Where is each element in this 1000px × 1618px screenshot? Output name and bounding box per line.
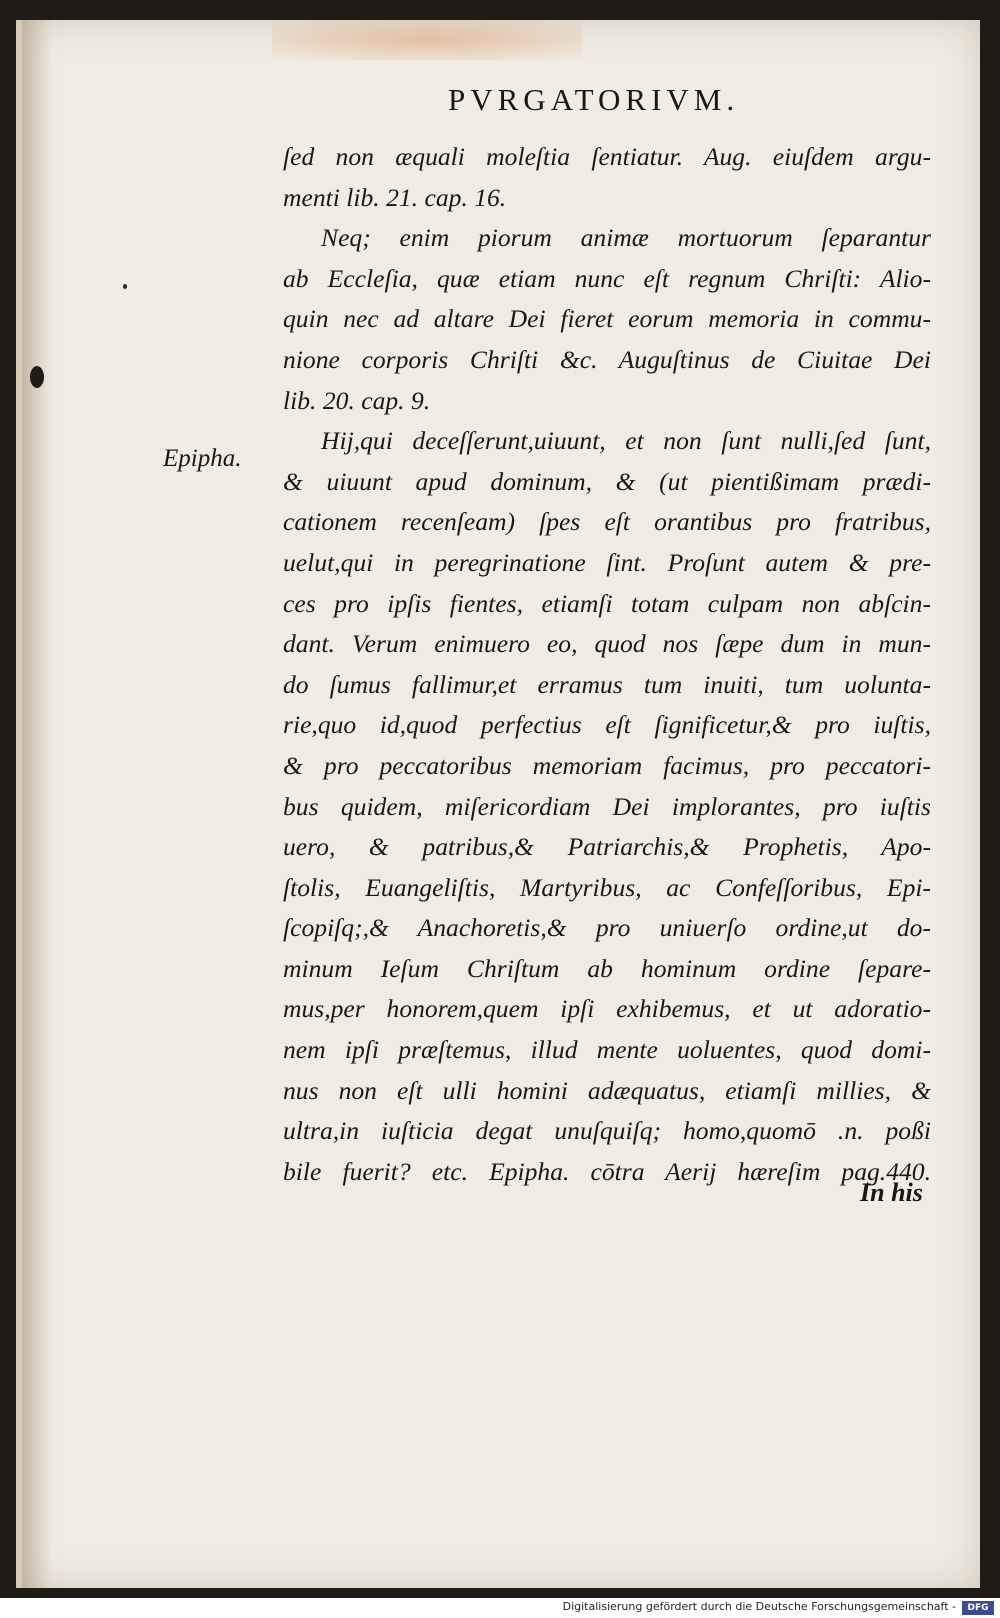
text-line: ſtolis, Euangeliſtis, Martyribus, ac Confeſſoribus, Epi- [283, 872, 931, 902]
funding-credit: Digitalisierung gefördert durch die Deutsche Forschungsgemeinschaft - [562, 1600, 956, 1613]
catchword: In his [860, 1178, 923, 1207]
text-line: nem ipſi præſtemus, illud mente uoluentes, quod domi- [283, 1035, 931, 1065]
text-line: & uiuunt apud dominum, & (ut pientißimam prædi- [283, 466, 931, 496]
text-line: ultra,in iuſticia degat unuſquiſq; homo,quomō .n. poßi [283, 1116, 931, 1146]
text-line: quin nec ad altare Dei fieret eorum memoria in commu- [283, 304, 931, 334]
ink-blot [30, 366, 44, 388]
text-line: rie,quo id,quod perfectius eſt ſignificetur,& pro iuſtis, [283, 710, 931, 740]
margin-note: Epipha. [163, 445, 242, 472]
text-line: & pro peccatoribus memoriam facimus, pro peccatori- [283, 750, 931, 780]
text-line: lib. 20. cap. 9. [283, 385, 431, 415]
text-line: Hij,qui deceſſerunt,uiuunt, et non ſunt nulli,ſed ſunt, [321, 426, 931, 456]
paper-stain [272, 20, 582, 60]
text-line: ſcopiſq;,& Anachoretis,& pro uniuerſo ordine,ut do- [283, 913, 931, 943]
text-line: bile fuerit? etc. Epipha. cōtra Aerij hæreſim pag.440. [283, 1156, 931, 1186]
text-line: dant. Verum enimuero eo, quod nos ſæpe dum in mun- [283, 629, 931, 659]
text-line: uelut,qui in peregrinatione ſint. Proſunt autem & pre- [283, 547, 931, 577]
text-line: menti lib. 21. cap. 16. [283, 182, 507, 212]
text-line: nione corporis Chriſti &c. Auguſtinus de Ciuitae Dei [283, 344, 931, 374]
text-line: ces pro ipſis fientes, etiamſi totam culpam non abſcin- [283, 588, 931, 618]
text-line: Neq; enim piorum animæ mortuorum ſeparantur [321, 223, 931, 253]
text-line: bus quidem, miſericordiam Dei implorantes, pro iuſtis [283, 791, 931, 821]
text-line: cationem recenſeam) ſpes eſt orantibus pro fratribus, [283, 507, 931, 537]
running-head: PVRGATORIVM. [448, 82, 740, 117]
gutter-shadow [22, 20, 52, 1588]
ink-dot [123, 284, 127, 289]
text-line: ſed non æquali moleſtia ſentiatur. Aug. eiuſdem argu- [283, 142, 931, 171]
text-line: mus,per honorem,quem ipſi exhibemus, et ut adoratio- [283, 994, 931, 1024]
text-line: minum Ieſum Chriſtum ab hominum ordine ſepare- [283, 953, 931, 983]
text-line: uero, & patribus,& Patriarchis,& Prophetis, Apo- [283, 832, 931, 862]
dfg-logo: DFG [962, 1601, 994, 1615]
text-line: ab Eccleſia, quæ etiam nunc eſt regnum Chriſti: Alio- [283, 263, 931, 293]
footer-bar [0, 1598, 1000, 1618]
text-line: nus non eſt ulli homini adæquatus, etiamſi millies, & [283, 1075, 931, 1105]
body-text [283, 137, 931, 1192]
text-line: do ſumus fallimur,et erramus tum inuiti, tum uolunta- [283, 669, 931, 699]
